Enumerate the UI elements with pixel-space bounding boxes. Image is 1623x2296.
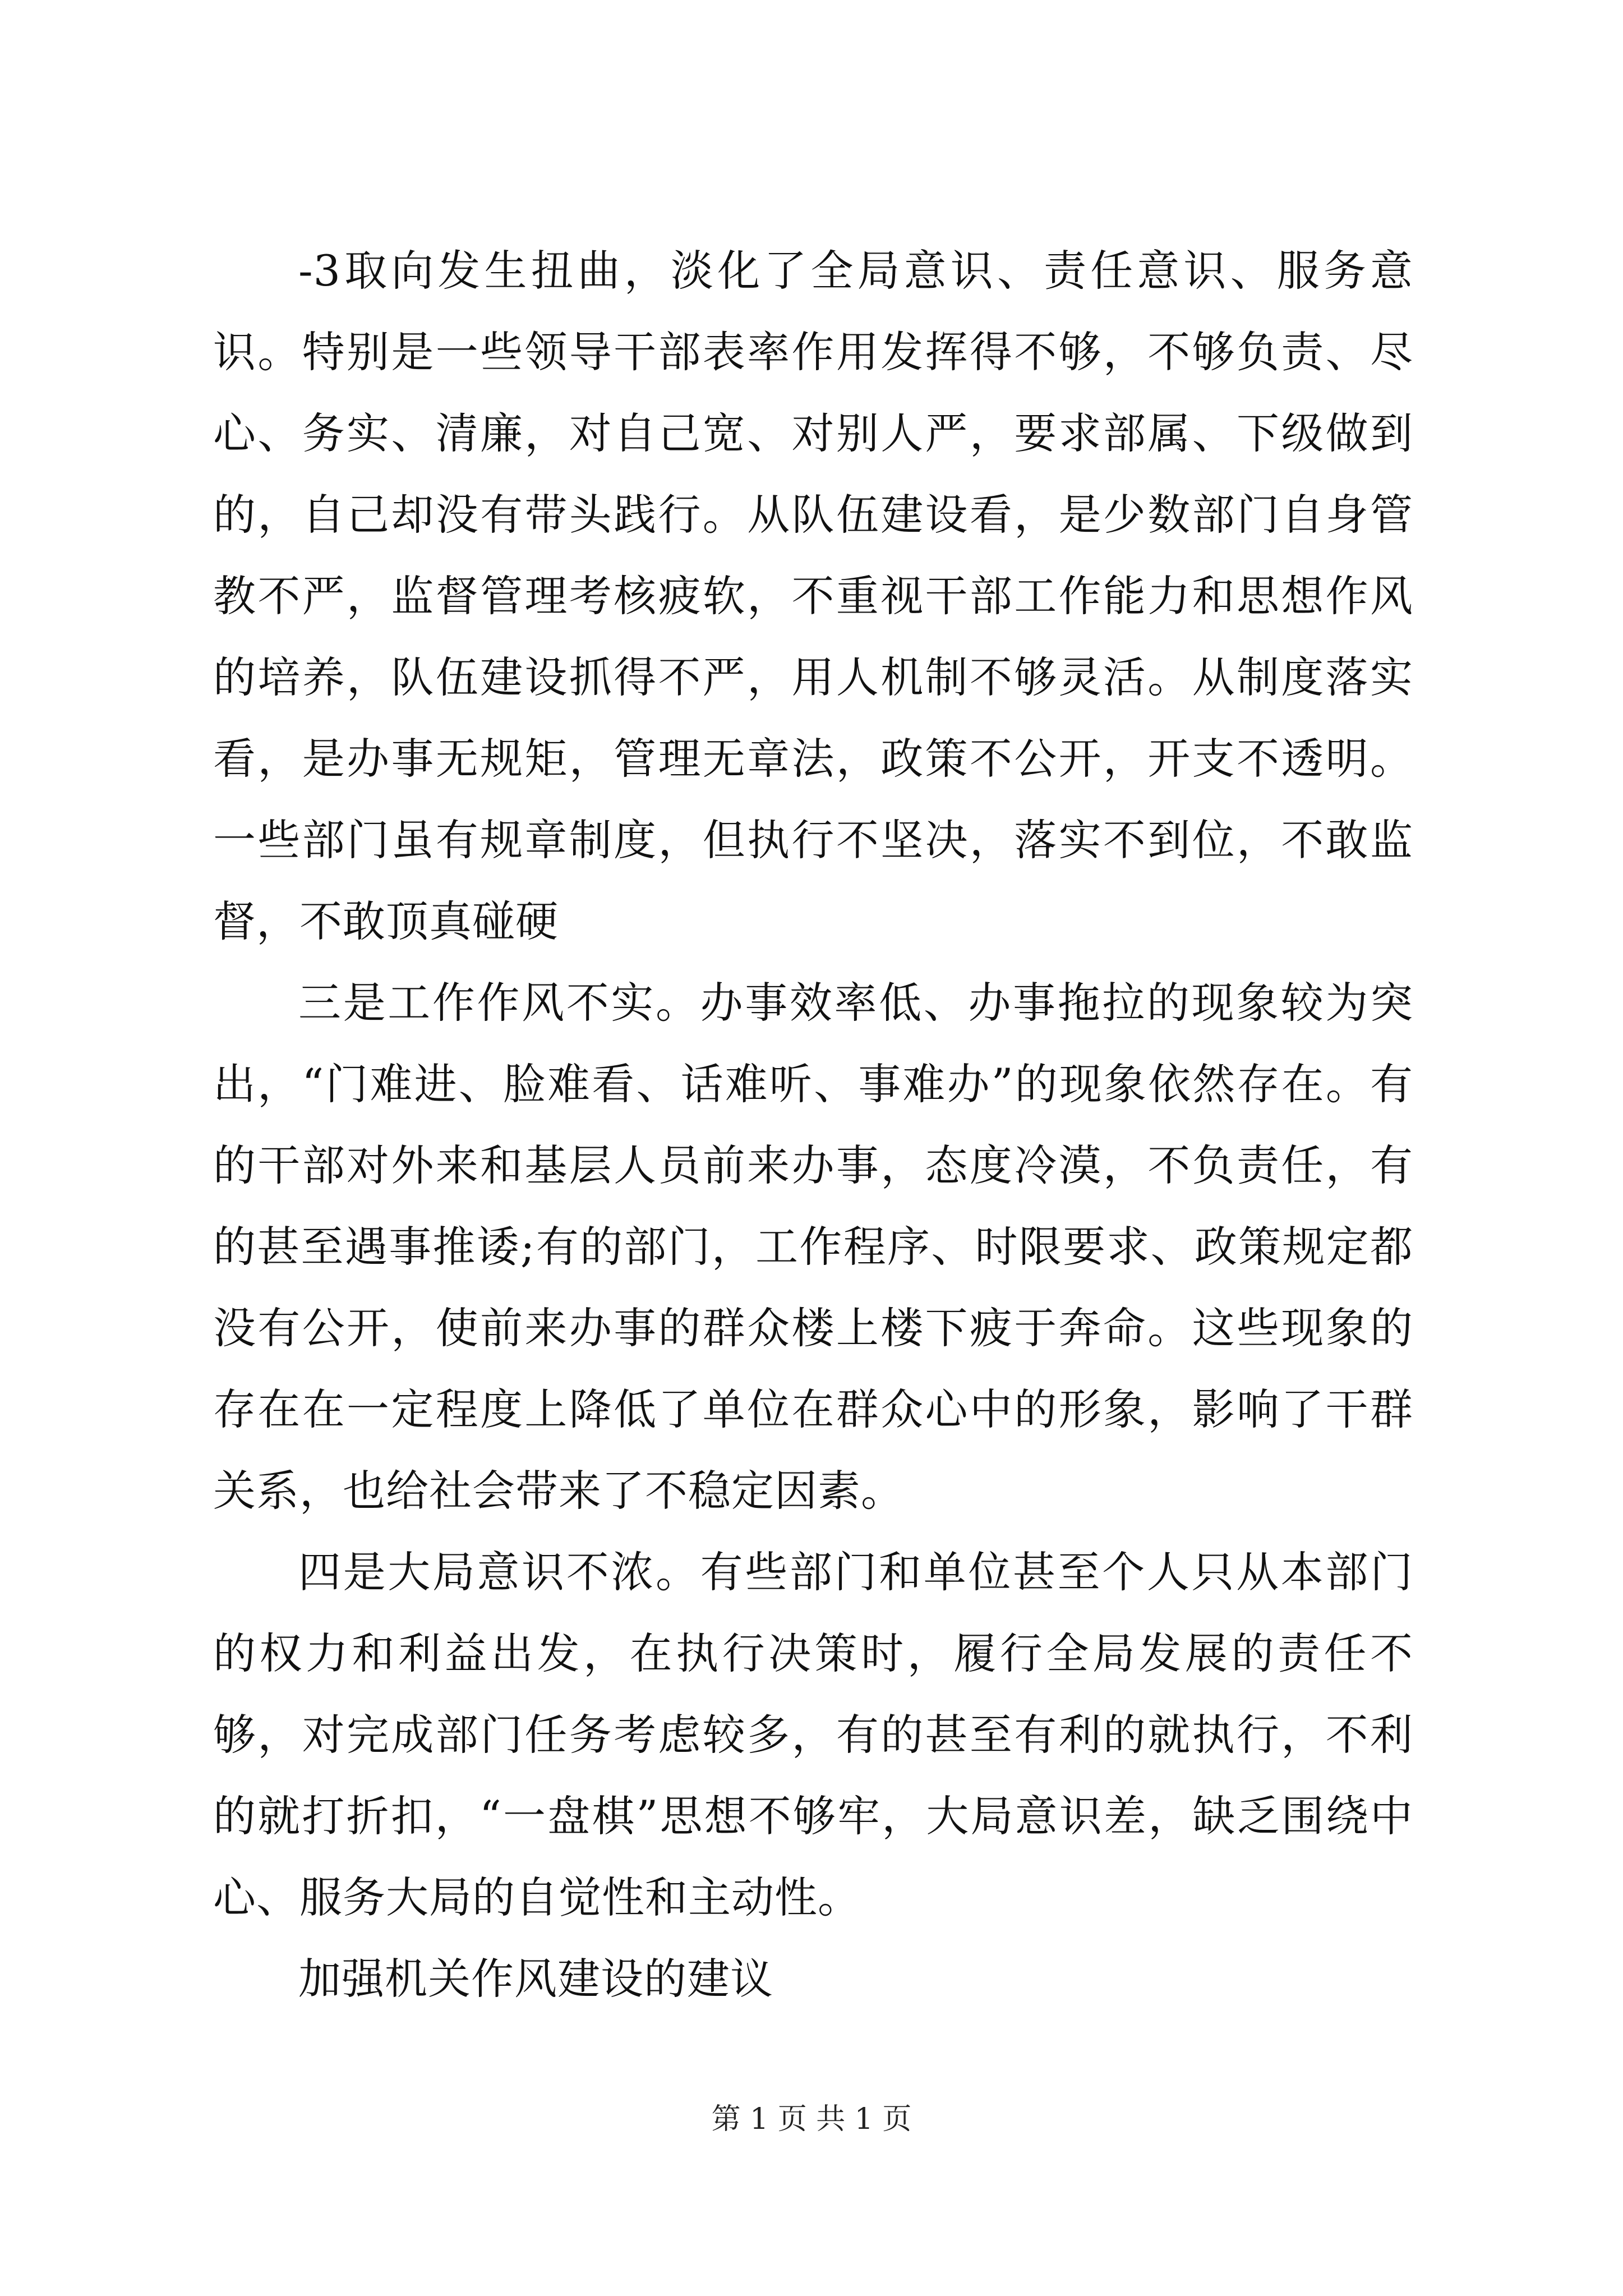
section-heading: 加强机关作风建设的建议 <box>298 1954 773 2004</box>
document-body <box>213 230 1413 2019</box>
page-footer: 第 1 页 共 1 页 <box>711 2102 912 2136</box>
paragraph-continuation: -3取向发生扭曲，淡化了全局意识、责任意识、服务意识。特别是一些领导干部表率作用发挥得不够，不够负责、尽心、务实、清廉，对自己宽、对别人严，要求部属、下级做到的，自己却没有带头践行。从队伍建设看，是少数部门自身管教不严，监督管理考核疲软，不重视干部工作能力和思想作风的培养，队伍建设抓得不严，用人机制不够灵活。从制度落实看，是办事无规矩，管理无章法，政策不公开，开支不透明。一些部门虽有规章制度，但执行不坚决，落实不到位，不敢监督，不敢顶真碰硬 <box>213 246 1413 946</box>
paragraph-overall-awareness: 四是大局意识不浓。有些部门和单位甚至个人只从本部门的权力和利益出发，在执行决策时，履行全局发展的责任不够，对完成部门任务考虑较多，有的甚至有利的就执行，不利的就打折扣，“一盘棋”思想不够牢，大局意识差，缺乏围绕中心、服务大局的自觉性和主动性。 <box>213 1547 1413 1922</box>
paragraph-work-style: 三是工作作风不实。办事效率低、办事拖拉的现象较为突出，“门难进、脸难看、话难听、事难办”的现象依然存在。有的干部对外来和基层人员前来办事，态度冷漠，不负责任，有的甚至遇事推诿;有的部门，工作程序、时限要求、政策规定都没有公开，使前来办事的群众楼上楼下疲于奔命。这些现象的存在在一定程度上降低了单位在群众心中的形象，影响了干群关系，也给社会带来了不稳定因素。 <box>213 978 1413 1516</box>
